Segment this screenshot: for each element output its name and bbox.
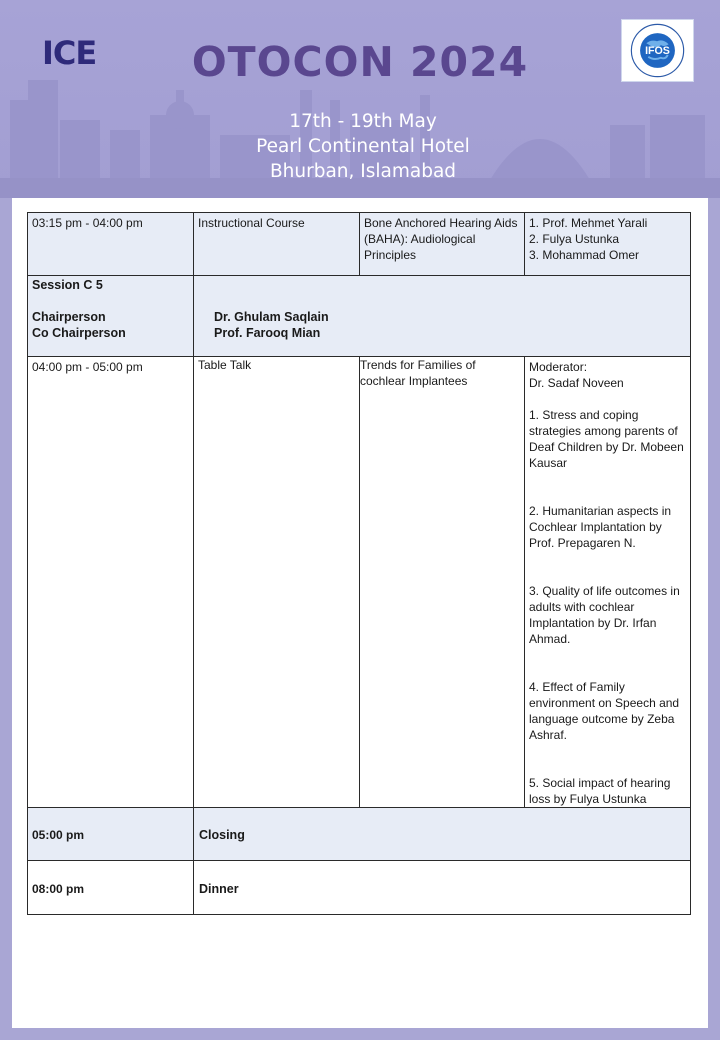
row-speakers bbox=[525, 213, 691, 276]
closing-row bbox=[28, 808, 691, 861]
session-row bbox=[28, 276, 691, 357]
row-type: Instructional Course bbox=[194, 213, 360, 276]
row-speakers bbox=[525, 357, 691, 808]
talk-item: 1. Stress and coping strategies among parents of Deaf Children by Dr. Mobeen Kausar bbox=[529, 408, 684, 470]
dinner-label: Dinner bbox=[194, 861, 691, 915]
table-row bbox=[28, 357, 691, 808]
speaker-item: 1. Prof. Mehmet Yarali bbox=[529, 216, 648, 230]
conference-banner bbox=[0, 0, 720, 198]
session-chairs bbox=[194, 276, 691, 357]
dinner-row bbox=[28, 861, 691, 915]
session-label: Session C 5 bbox=[32, 278, 103, 292]
row-topic: Trends for Families of cochlear Implantees bbox=[360, 357, 525, 808]
speaker-item: 2. Fulya Ustunka bbox=[529, 232, 620, 246]
ifos-logo-text: IFOS bbox=[645, 44, 670, 57]
closing-time: 05:00 pm bbox=[28, 808, 194, 861]
conference-title: OTOCON 2024 bbox=[191, 38, 529, 86]
speaker-item: 3. Mohammad Omer bbox=[529, 248, 640, 262]
ice-logo: ICE bbox=[42, 34, 97, 72]
talk-item: 3. Quality of life outcomes in adults with cochlear Implantation by Dr. Irfan Ahmad. bbox=[529, 584, 680, 646]
closing-label: Closing bbox=[194, 808, 691, 861]
row-topic: Bone Anchored Hearing Aids (BAHA): Audiological Principles bbox=[360, 213, 525, 276]
moderator-name: Dr. Sadaf Noveen bbox=[529, 376, 624, 390]
chairperson-label: Chairperson bbox=[32, 310, 106, 324]
conference-venue: Pearl Continental Hotel bbox=[256, 136, 470, 157]
row-time: 04:00 pm - 05:00 pm bbox=[28, 357, 194, 808]
talk-item: 4. Effect of Family environment on Speech and language outcome by Zeba Ashraf. bbox=[529, 680, 680, 742]
conference-city: Bhurban, Islamabad bbox=[269, 161, 457, 182]
session-labels bbox=[28, 276, 194, 357]
conference-dates: 17th - 19th May bbox=[289, 111, 437, 132]
talk-item: 2. Humanitarian aspects in Cochlear Implantation by Prof. Prepagaren N. bbox=[529, 504, 672, 550]
cochairperson-label: Co Chairperson bbox=[32, 326, 126, 340]
schedule-table bbox=[27, 212, 691, 915]
row-type: Table Talk bbox=[194, 357, 360, 808]
ifos-logo bbox=[621, 19, 694, 82]
chairperson-name: Dr. Ghulam Saqlain bbox=[214, 310, 329, 324]
moderator-label: Moderator: bbox=[529, 360, 588, 374]
row-time: 03:15 pm - 04:00 pm bbox=[28, 213, 194, 276]
cochairperson-name: Prof. Farooq Mian bbox=[214, 326, 321, 340]
talk-item: 5. Social impact of hearing loss by Fulya Ustunka bbox=[529, 776, 671, 806]
table-row bbox=[28, 213, 691, 276]
dinner-time: 08:00 pm bbox=[28, 861, 194, 915]
